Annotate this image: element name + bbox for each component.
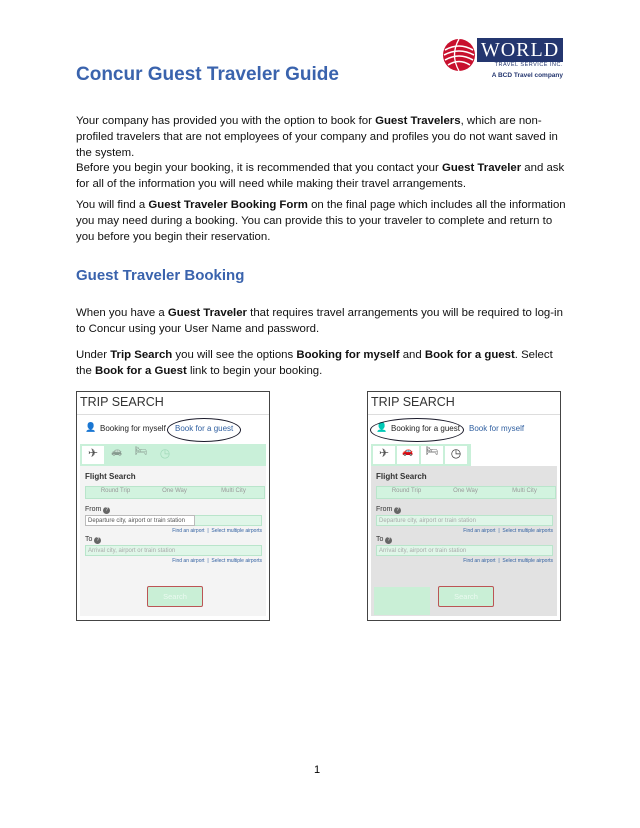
highlight-ellipse xyxy=(370,418,464,442)
from-input[interactable]: Departure city, airport or train station xyxy=(376,515,553,526)
round-trip-option[interactable]: Round Trip xyxy=(100,488,131,494)
help-icon[interactable]: ? xyxy=(394,507,401,514)
trip-type-selector xyxy=(85,486,265,499)
globe-icon xyxy=(442,38,476,72)
booking-myself-tab[interactable]: Booking for myself xyxy=(100,424,166,433)
find-airport-link[interactable]: Find an airport xyxy=(463,558,496,564)
doc-title: Concur Guest Traveler Guide xyxy=(76,64,339,85)
section-heading: Guest Traveler Booking xyxy=(76,267,245,284)
paragraph-login: When you have a Guest Traveler that requires travel arrangements you will be required to log-in to Concur using your User Name and password. xyxy=(76,307,563,335)
plane-icon[interactable]: ✈ xyxy=(82,446,104,464)
trip-type-selector xyxy=(376,486,556,499)
select-multiple-link[interactable]: Select multiple airports xyxy=(211,528,262,534)
person-icon: 👤 xyxy=(85,422,97,432)
logo-bcd: A BCD Travel company xyxy=(491,72,563,79)
flight-search-form xyxy=(371,466,557,616)
round-trip-option[interactable]: Round Trip xyxy=(391,488,422,494)
booking-options xyxy=(371,420,557,442)
flight-search-label: Flight Search xyxy=(376,472,427,481)
world-travel-logo xyxy=(442,38,564,82)
hotel-icon[interactable]: 🛏 xyxy=(134,446,148,457)
booking-for-guest-tab[interactable]: Booking for a guest xyxy=(391,424,460,433)
from-airport-links: Find an airport | Select multiple airports xyxy=(463,528,553,534)
search-button[interactable]: Search xyxy=(438,586,494,607)
travel-mode-tabs xyxy=(371,444,471,466)
booking-options xyxy=(80,420,266,442)
flight-search-form xyxy=(80,466,266,616)
to-input[interactable]: Arrival city, airport or train station xyxy=(85,545,262,556)
find-airport-link[interactable]: Find an airport xyxy=(172,558,205,564)
to-airport-links: Find an airport | Select multiple airports xyxy=(463,558,553,564)
trip-search-screenshot-after xyxy=(367,391,561,621)
select-multiple-link[interactable]: Select multiple airports xyxy=(211,558,262,564)
car-icon[interactable]: 🚗 xyxy=(111,446,123,456)
logo-tagline: TRAVEL SERVICE INC. xyxy=(494,62,563,68)
to-label: To ? xyxy=(376,536,392,544)
from-label: From ? xyxy=(376,506,401,514)
multi-city-option[interactable]: Multi City xyxy=(512,488,537,494)
to-label: To ? xyxy=(85,536,101,544)
multi-city-option[interactable]: Multi City xyxy=(221,488,246,494)
from-input[interactable]: Departure city, airport or train station xyxy=(85,515,195,526)
select-multiple-link[interactable]: Select multiple airports xyxy=(502,528,553,534)
paragraph-before-booking: Before you begin your booking, it is recommended that you contact your Guest Traveler and ask for all of the information you will need while making their travel arrangements. xyxy=(76,162,565,190)
paragraph-booking-form: You will find a Guest Traveler Booking Form on the final page which includes all the information you may need during a booking. You can provide this to your traveler to complete and return to you before you begin their reservation. xyxy=(76,199,566,243)
flight-search-label: Flight Search xyxy=(85,472,136,481)
one-way-option[interactable]: One Way xyxy=(453,488,478,494)
highlight-ellipse xyxy=(167,418,241,442)
help-icon[interactable]: ? xyxy=(103,507,110,514)
logo-wordmark: WORLD xyxy=(477,38,563,62)
clock-icon[interactable]: ◷ xyxy=(445,446,467,464)
select-multiple-link[interactable]: Select multiple airports xyxy=(502,558,553,564)
page-number: 1 xyxy=(314,764,321,776)
plane-icon[interactable]: ✈ xyxy=(373,446,395,464)
clock-icon[interactable]: ◷ xyxy=(159,446,171,460)
paragraph-trip-search: Under Trip Search you will see the options Booking for myself and Book for a guest. Select the Book for a Guest link to begin your booking. xyxy=(76,349,553,377)
one-way-option[interactable]: One Way xyxy=(162,488,187,494)
paragraph-intro: Your company has provided you with the option to book for Guest Travelers, which are non-profiled travelers that are not employees of your company and profiles you do not want saved in the system. xyxy=(76,115,558,159)
to-input[interactable]: Arrival city, airport or train station xyxy=(376,545,553,556)
trip-search-screenshot-before xyxy=(76,391,270,621)
search-button[interactable]: Search xyxy=(147,586,203,607)
book-for-guest-link[interactable]: Book for a guest xyxy=(175,424,234,433)
help-icon[interactable]: ? xyxy=(94,537,101,544)
hotel-icon[interactable]: 🛏 xyxy=(421,446,443,464)
help-icon[interactable]: ? xyxy=(385,537,392,544)
travel-mode-tabs xyxy=(80,444,266,466)
trip-search-title: TRIP SEARCH xyxy=(80,395,164,409)
green-panel xyxy=(374,587,430,615)
car-icon[interactable]: 🚗 xyxy=(397,446,419,464)
from-airport-links: Find an airport | Select multiple airports xyxy=(172,528,262,534)
find-airport-link[interactable]: Find an airport xyxy=(172,528,205,534)
trip-search-title: TRIP SEARCH xyxy=(371,395,455,409)
find-airport-link[interactable]: Find an airport xyxy=(463,528,496,534)
from-label: From ? xyxy=(85,506,110,514)
to-airport-links: Find an airport | Select multiple airports xyxy=(172,558,262,564)
guest-person-icon: 👤 xyxy=(376,422,388,432)
book-for-myself-link[interactable]: Book for myself xyxy=(469,424,525,433)
